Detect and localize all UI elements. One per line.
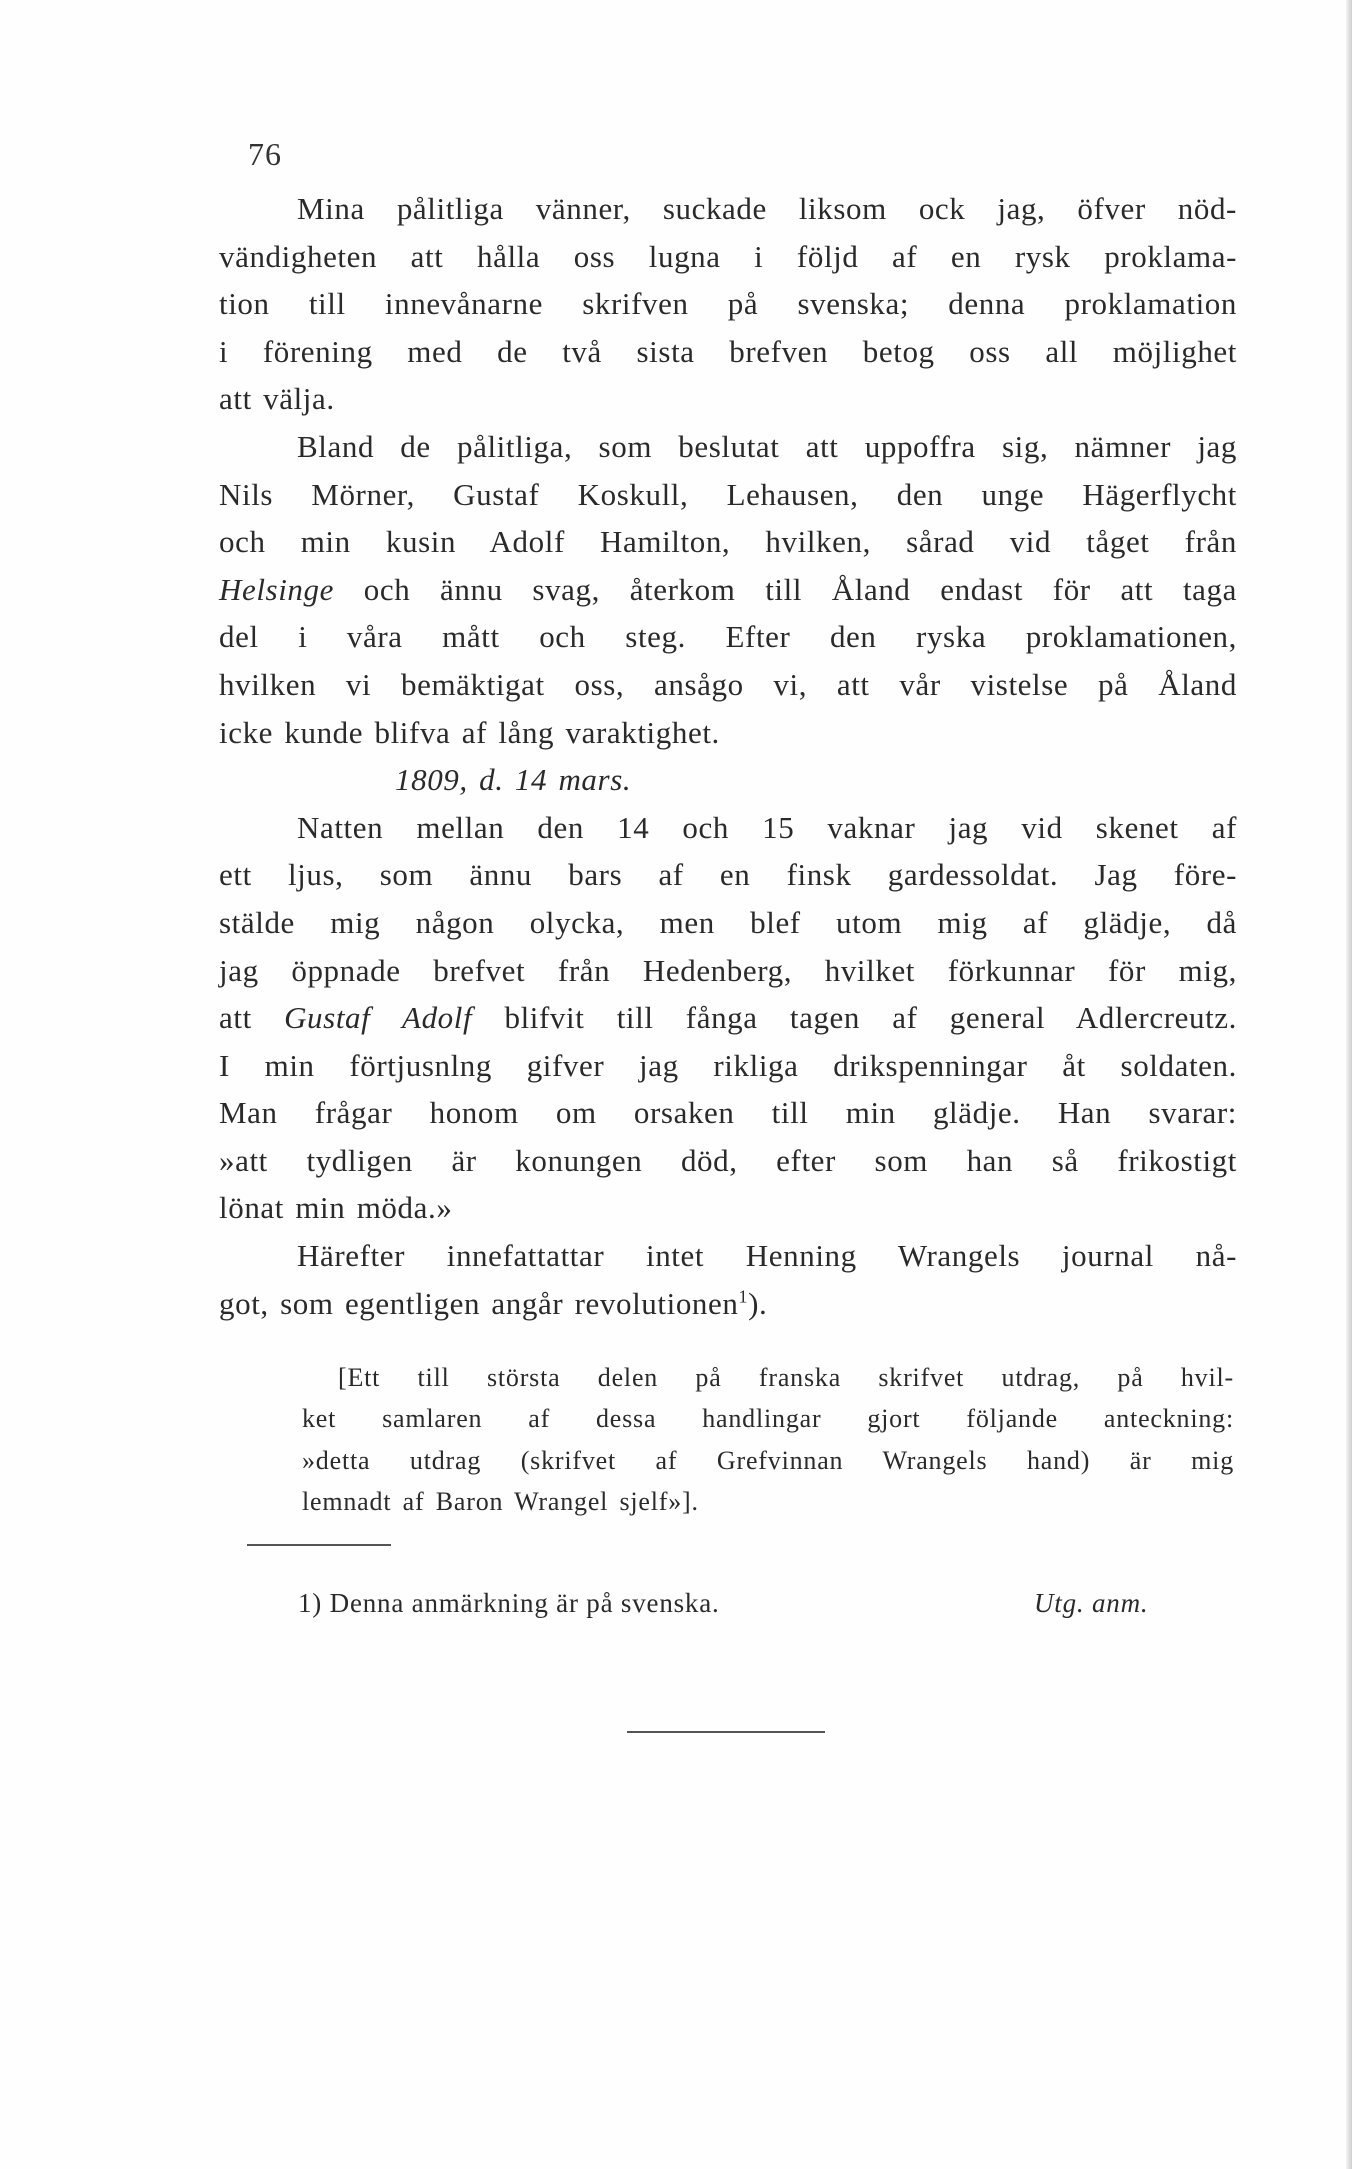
page-number: 76 xyxy=(248,136,282,172)
text-line-rest: got, som egentligen angår revolutionen xyxy=(219,1285,739,1321)
text-line: lönat min möda.» xyxy=(219,1190,453,1226)
text-line: Mina pålitliga vänner, suckade liksom ock jag, öfver nöd- xyxy=(297,191,1237,226)
text-line-rest: och ännu svag, återkom till Åland endast för att taga xyxy=(363,571,1237,607)
dateline xyxy=(219,756,1237,804)
text-line: del i våra mått och steg. Efter den ryska proklamationen, xyxy=(219,619,1237,655)
footnote-text: 1) Denna anmärkning är på svenska. xyxy=(298,1588,720,1618)
text-line: Bland de pålitliga, som beslutat att uppoffra sig, nämner jag xyxy=(297,428,1237,464)
note-line: [Ett till största delen på franska skrifvet utdrag, på hvil- xyxy=(338,1363,1234,1392)
editor-note-block xyxy=(302,1357,1234,1523)
text-line: att välja. xyxy=(219,381,335,417)
text-line: hvilken vi bemäktigat oss, ansågo vi, att vår vistelse på Åland xyxy=(219,666,1237,702)
note-line: »detta utdrag (skrifvet af Grefvinnan Wrangels hand) är mig xyxy=(302,1445,1234,1475)
text-line: icke kunde blifva af lång varaktighet. xyxy=(219,714,720,750)
text-line: tion till innevånarne skrifven på svenska; denna proklamation xyxy=(219,286,1237,322)
bottom-rule xyxy=(627,1731,825,1733)
page-edge xyxy=(1346,0,1352,2169)
note-line: lemnadt af Baron Wrangel sjelf»]. xyxy=(302,1487,699,1517)
text-line: ett ljus, som ännu bars af en finsk gardessoldat. Jag före- xyxy=(219,857,1237,893)
text-line: Härefter innefattattar intet Henning Wrangels journal nå- xyxy=(297,1238,1237,1274)
dateline-text: 1809, d. 14 mars. xyxy=(395,762,632,798)
footnote xyxy=(298,1580,1178,1626)
italic-place-name: Helsinge xyxy=(219,571,334,607)
text-line: stälde mig någon olycka, men blef utom mig af glädje, då xyxy=(219,904,1237,940)
att-word: att xyxy=(219,1000,252,1036)
text-line: »att tydligen är konungen död, efter som han så frikostigt xyxy=(219,1142,1237,1178)
text-line: Natten mellan den 14 och 15 vaknar jag vid skenet af xyxy=(297,809,1237,845)
footnote-signature: Utg. anm. xyxy=(1034,1588,1149,1618)
text-line-rest: blifvit till fånga tagen af general Adlercreutz. xyxy=(504,1000,1238,1036)
note-line: ket samlaren af dessa handlingar gjort följande anteckning: xyxy=(302,1404,1234,1434)
text-line: vändigheten att hålla oss lugna i följd af en rysk proklama- xyxy=(219,238,1237,274)
text-line: Nils Mörner, Gustaf Koskull, Lehausen, den unge Hägerflycht xyxy=(219,476,1237,512)
text-line-helsinge xyxy=(219,566,1237,614)
text-line: i förening med de två sista brefven betog oss all möjlighet xyxy=(219,333,1237,369)
text-line: och min kusin Adolf Hamilton, hvilken, sårad vid tåget från xyxy=(219,524,1237,560)
text-line-with-footnote xyxy=(219,1280,1237,1328)
text-line-gustaf-adolf xyxy=(219,994,1237,1042)
text-line: I min förtjusnlng gifver jag rikliga drikspenningar åt soldaten. xyxy=(219,1047,1237,1083)
italic-king-name: Gustaf Adolf xyxy=(284,1000,473,1036)
text-line: jag öppnade brefvet från Hedenberg, hvilket förkunnar för mig, xyxy=(219,952,1237,988)
footnote-separator xyxy=(247,1544,391,1546)
main-text-block xyxy=(219,185,1237,1327)
text-line: Man frågar honom om orsaken till min glädje. Han svarar: xyxy=(219,1095,1237,1131)
closing-paren: ). xyxy=(748,1285,768,1321)
footnote-marker: 1 xyxy=(738,1286,749,1307)
